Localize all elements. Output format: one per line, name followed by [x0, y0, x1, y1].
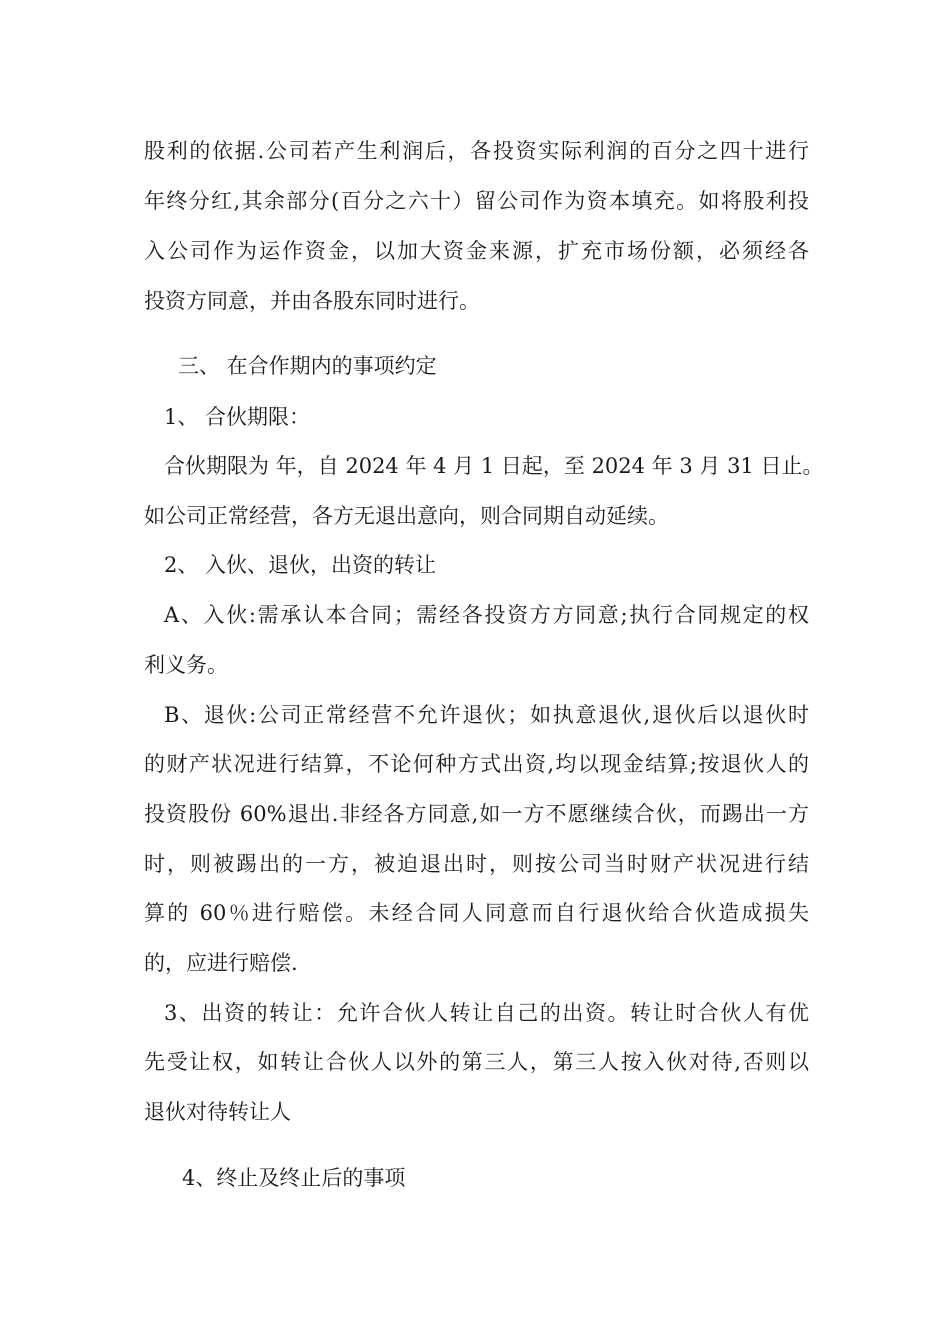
paragraph-line: 算的 60％进行赔偿。未经合同人同意而自行退伙给合伙造成损失 — [144, 901, 809, 925]
paragraph-line: 入公司作为运作资金，以加大资金来源，扩充市场份额，必须经各 — [144, 239, 809, 263]
subsection-heading: 2、 入伙、退伙，出资的转让 — [164, 553, 437, 577]
paragraph-line: 时，则被踢出的一方，被迫退出时，则按公司当时财产状况进行结 — [144, 852, 809, 876]
paragraph-line: 年终分红,其余部分(百分之六十）留公司作为资本填充。如将股利投 — [144, 189, 809, 213]
paragraph-line: 如公司正常经营，各方无退出意向，则合同期自动延续。 — [144, 504, 669, 528]
paragraph-line: 退伙对待转让人 — [144, 1100, 291, 1124]
paragraph-line: 投资方同意，并由各股东同时进行。 — [144, 289, 480, 313]
paragraph-line: 股利的依据.公司若产生利润后，各投资实际利润的百分之四十进行 — [144, 139, 809, 163]
paragraph-line: 利义务。 — [144, 653, 228, 677]
paragraph-line: 合伙期限为 年，自 2024 年 4 月 1 日起，至 2024 年 3 月 31 日止。 — [164, 454, 824, 478]
section-heading: 三、 在合作期内的事项约定 — [178, 354, 437, 378]
paragraph-line: 投资股份 60%退出.非经各方同意,如一方不愿继续合伙，而踢出一方 — [144, 802, 809, 826]
paragraph-line: 先受让权，如转让合伙人以外的第三人，第三人按入伙对待,否则以 — [144, 1050, 809, 1074]
paragraph-line: 的财产状况进行结算，不论何种方式出资,均以现金结算;按退伙人的 — [144, 752, 809, 776]
subsection-heading: 1、 合伙期限： — [164, 405, 311, 429]
paragraph-line: A、入伙:需承认本合同；需经各投资方方同意;执行合同规定的权 — [164, 603, 809, 627]
paragraph-line: B、退伙:公司正常经营不允许退伙；如执意退伙,退伙后以退伙时 — [164, 703, 809, 727]
paragraph-line: 的，应进行赔偿. — [144, 951, 298, 975]
paragraph-line: 3、出资的转让：允许合伙人转让自己的出资。转让时合伙人有优 — [164, 1001, 809, 1025]
subsection-heading: 4、终止及终止后的事项 — [182, 1166, 406, 1190]
